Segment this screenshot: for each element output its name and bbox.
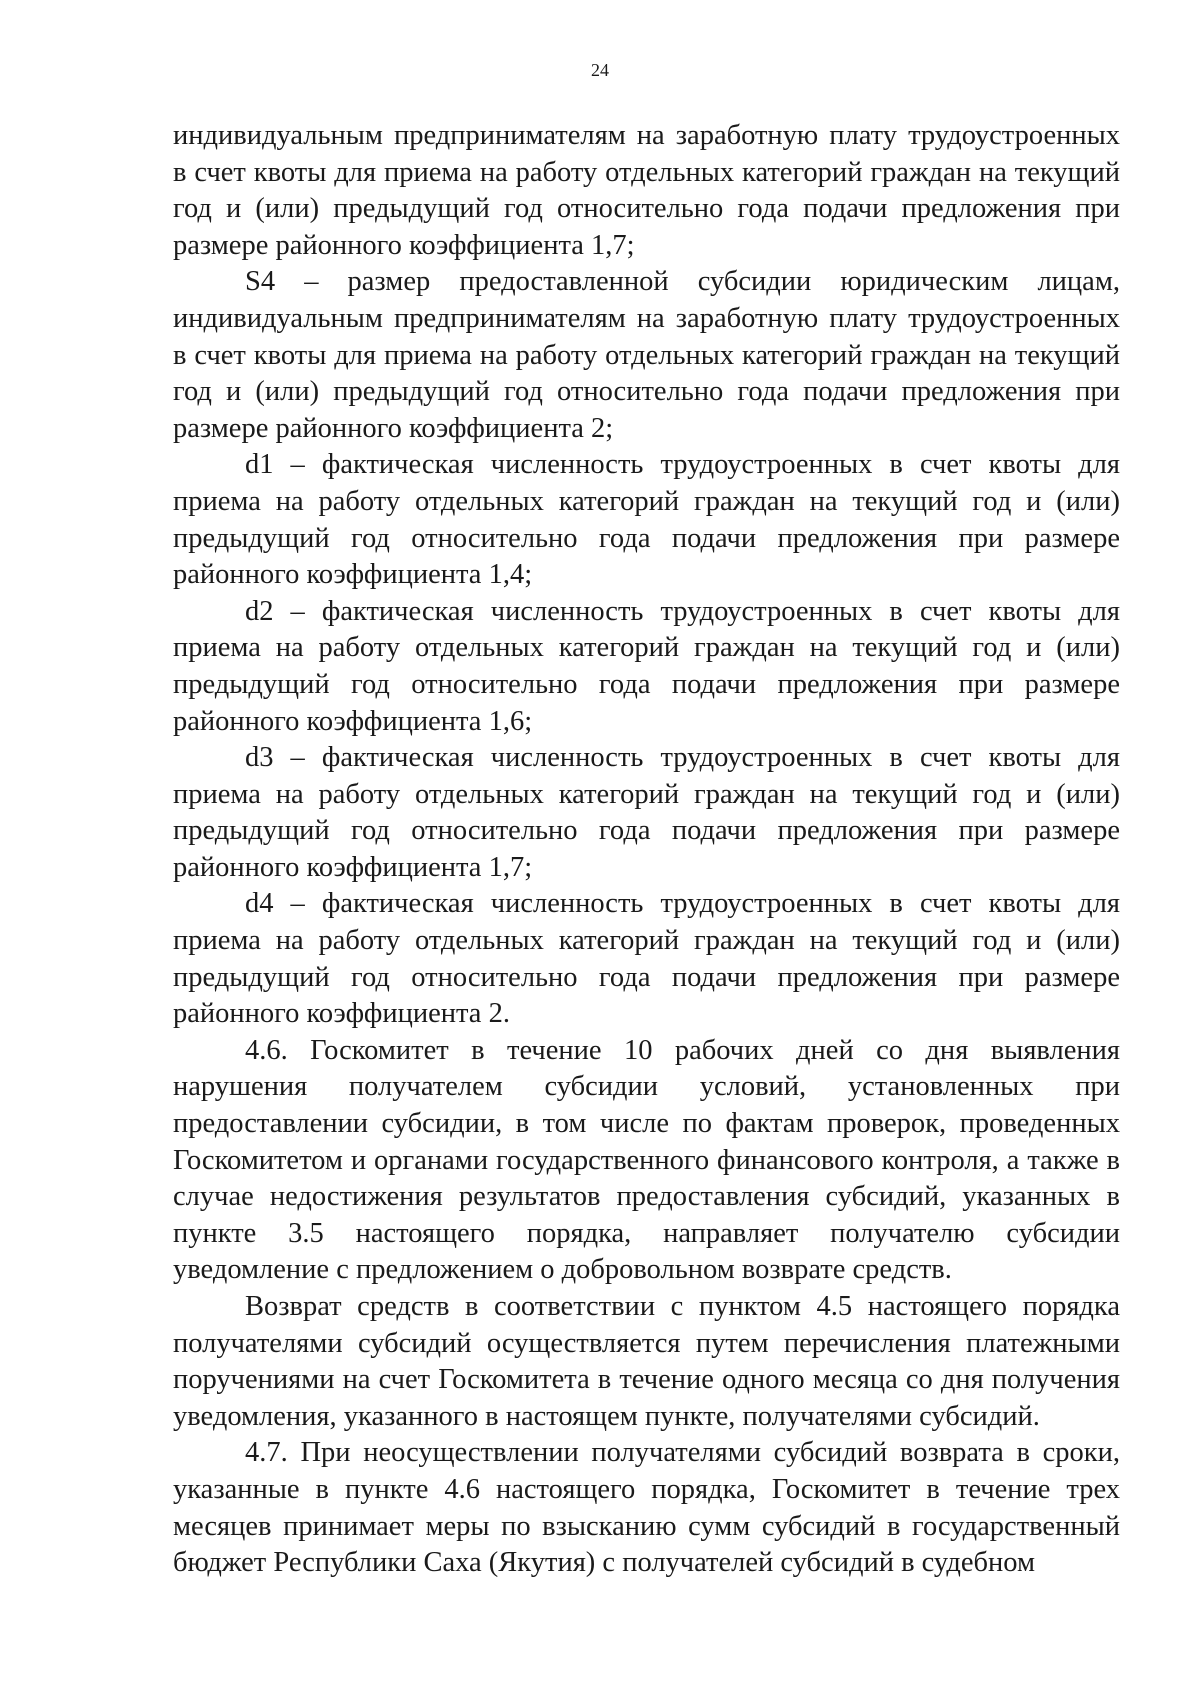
paragraph-continuation: индивидуальным предпринимателям на заработную плату трудоустроенных в счет квоты для приема на работу отдельных категорий граждан на текущий год и (или) предыдущий год относительно года подачи предложения при размере районного коэффициента 1,7;: [173, 120, 1120, 261]
document-body: [173, 118, 1120, 1582]
page-number: 24: [591, 60, 609, 80]
paragraph-d2-definition: d2 – фактическая численность трудоустроенных в счет квоты для приема на работу отдельных категорий граждан на текущий год и (или) предыдущий год относительно года подачи предложения при размере районного коэффициента 1,6;: [173, 595, 1120, 737]
paragraph-4-6: 4.6. Госкомитет в течение 10 рабочих дней со дня выявления нарушения получателем субсидии условий, установленных при предоставлении субсидии, в том числе по фактам проверок, проведенных Госкомитетом и органами государственного финансового контроля, а также в случае недостижения результатов предоставления субсидий, указанных в пункте 3.5 настоящего порядка, направляет получателю субсидии уведомление с предложением о добровольном возврате средств.: [173, 1034, 1120, 1286]
paragraph-s4-definition: S4 – размер предоставленной субсидии юридическим лицам, индивидуальным предпринимателям на заработную плату трудоустроенных в счет квоты для приема на работу отдельных категорий граждан на текущий год и (или) предыдущий год относительно года подачи предложения при размере районного коэффициента 2;: [173, 266, 1120, 444]
paragraph-4-7: 4.7. При неосуществлении получателями субсидий возврата в сроки, указанные в пункте 4.6 настоящего порядка, Госкомитет в течение трех месяцев принимает меры по взысканию сумм субсидий в государственный бюджет Республики Саха (Якутия) с получателей субсидий в судебном: [173, 1437, 1120, 1579]
paragraph-d4-definition: d4 – фактическая численность трудоустроенных в счет квоты для приема на работу отдельных категорий граждан на текущий год и (или) предыдущий год относительно года подачи предложения при размере районного коэффициента 2.: [173, 888, 1120, 1030]
paragraph-d1-definition: d1 – фактическая численность трудоустроенных в счет квоты для приема на работу отдельных категорий граждан на текущий год и (или) предыдущий год относительно года подачи предложения при размере районного коэффициента 1,4;: [173, 449, 1120, 591]
paragraph-refund-procedure: Возврат средств в соответствии с пунктом 4.5 настоящего порядка получателями субсидий осуществляется путем перечисления платежными поручениями на счет Госкомитета в течение одного месяца со дня получения уведомления, указанного в настоящем пункте, получателями субсидий.: [173, 1291, 1120, 1432]
paragraph-d3-definition: d3 – фактическая численность трудоустроенных в счет квоты для приема на работу отдельных категорий граждан на текущий год и (или) предыдущий год относительно года подачи предложения при размере районного коэффициента 1,7;: [173, 742, 1120, 883]
